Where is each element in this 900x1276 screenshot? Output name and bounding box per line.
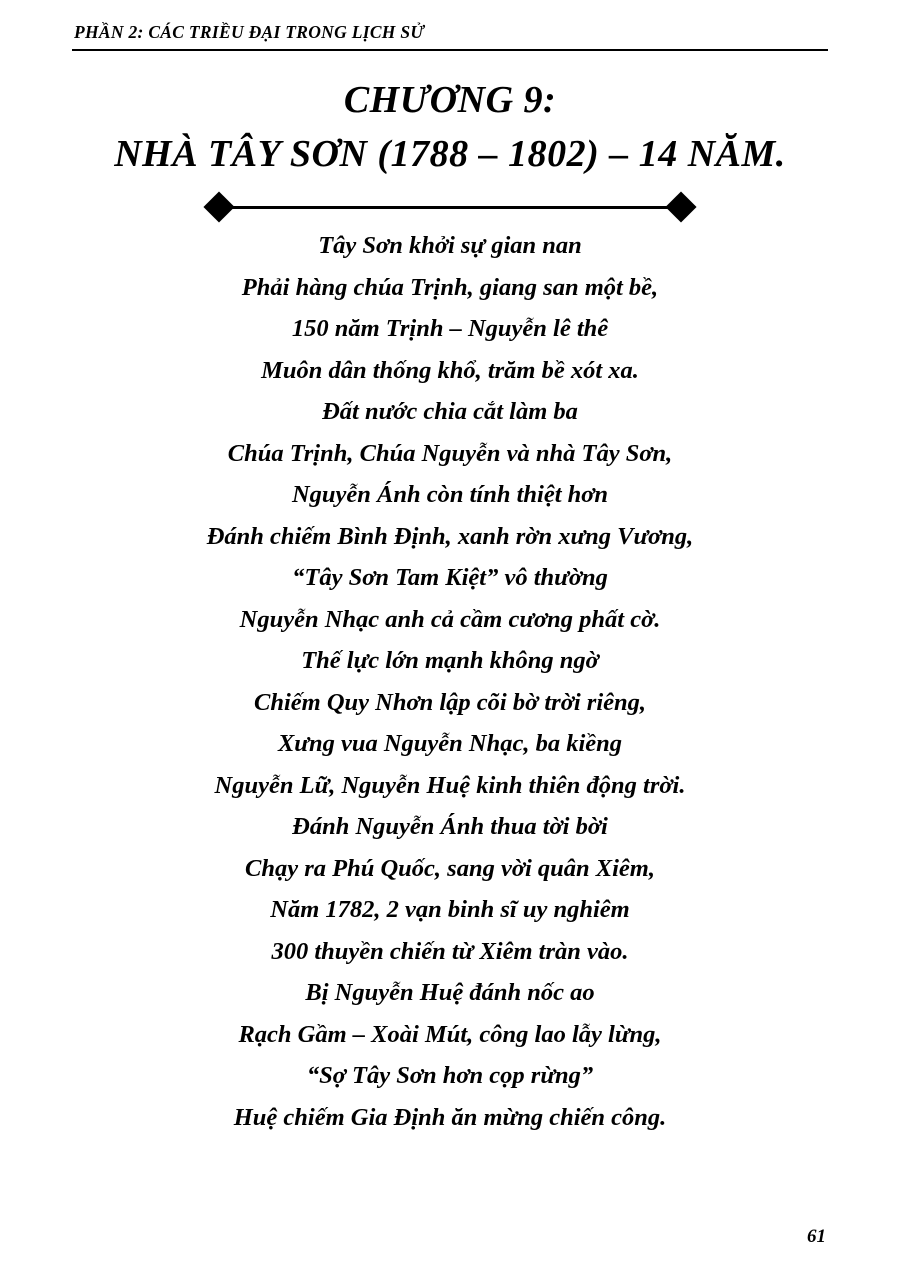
divider-bar xyxy=(224,206,676,209)
poem-line: Năm 1782, 2 vạn binh sĩ uy nghiêm xyxy=(270,896,630,923)
poem-line: Tây Sơn khởi sự gian nan xyxy=(318,232,582,259)
poem-line: Phải hàng chúa Trịnh, giang san một bề, xyxy=(241,273,659,301)
ornamental-divider xyxy=(200,194,700,220)
header-rule xyxy=(72,49,828,51)
poem-line: Muôn dân thống khổ, trăm bề xót xa. xyxy=(261,356,639,384)
poem-line: Rạch Gầm – Xoài Mút, công lao lẫy lừng, xyxy=(238,1020,662,1048)
poem-line: Xưng vua Nguyễn Nhạc, ba kiềng xyxy=(277,730,623,757)
diamond-icon xyxy=(665,191,696,222)
poem-line: “Sợ Tây Sơn hơn cọp rừng” xyxy=(306,1062,594,1089)
poem-line: 150 năm Trịnh – Nguyễn lê thê xyxy=(291,315,609,342)
poem-line: Nguyễn Lữ, Nguyễn Huệ kinh thiên động trời. xyxy=(214,771,686,799)
poem-line: Đánh chiếm Bình Định, xanh rờn xưng Vương, xyxy=(206,522,694,550)
page-number: 61 xyxy=(807,1226,826,1247)
poem-line: Chúa Trịnh, Chúa Nguyễn và nhà Tây Sơn, xyxy=(227,439,673,467)
poem-line: Đánh Nguyễn Ánh thua tời bời xyxy=(292,813,608,840)
poem-line: Chiếm Quy Nhơn lập cõi bờ trời riêng, xyxy=(253,688,646,716)
page-title xyxy=(72,77,828,178)
poem-line: “Tây Sơn Tam Kiệt” vô thường xyxy=(292,564,608,591)
poem-line: 300 thuyền chiến từ Xiêm tràn vào. xyxy=(271,937,629,965)
poem-line: Nguyễn Ánh còn tính thiệt hơn xyxy=(291,481,609,508)
chapter-number-label: CHƯƠNG 9: xyxy=(343,79,557,121)
poem-body xyxy=(72,234,828,1130)
poem-line: Nguyễn Nhạc anh cả cầm cương phất cờ. xyxy=(239,605,661,633)
poem-line: Đất nước chia cắt làm ba xyxy=(322,398,578,425)
chapter-name-label: NHÀ TÂY SƠN (1788 – 1802) – 14 NĂM. xyxy=(114,132,786,175)
poem-line: Chạy ra Phú Quốc, sang vời quân Xiêm, xyxy=(245,854,655,882)
running-header: PHẦN 2: CÁC TRIỀU ĐẠI TRONG LỊCH SỬ xyxy=(74,22,425,42)
poem-line: Bị Nguyễn Huệ đánh nốc ao xyxy=(305,979,595,1006)
poem-line: Huệ chiếm Gia Định ăn mừng chiến công. xyxy=(233,1103,667,1131)
poem-line: Thế lực lớn mạnh không ngờ xyxy=(301,647,599,674)
